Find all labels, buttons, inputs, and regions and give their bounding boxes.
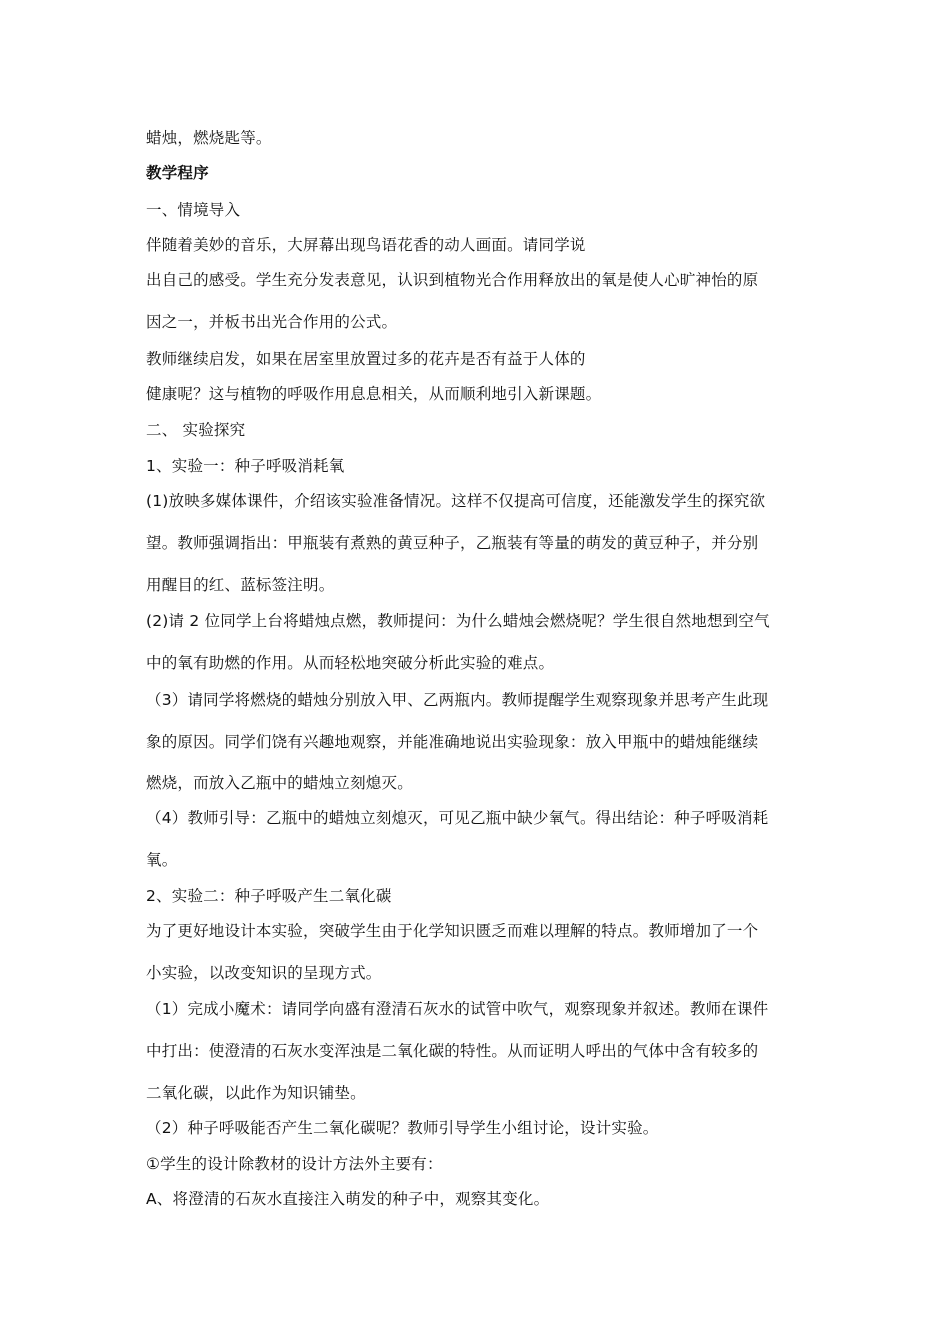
section-heading: 教学程序 <box>146 164 209 182</box>
subsection-heading: 一、情境导入 <box>146 201 241 219</box>
text-line: 小实验，以改变知识的呈现方式。 <box>146 964 382 982</box>
text-line: 蜡烛，燃烧匙等。 <box>146 129 272 147</box>
text-line: 中打出：使澄清的石灰水变浑浊是二氧化碳的特性。从而证明人呼出的气体中含有较多的 <box>146 1042 759 1060</box>
text-line: 二氧化碳，以此作为知识铺垫。 <box>146 1084 366 1102</box>
text-line: 望。教师强调指出：甲瓶装有煮熟的黄豆种子，乙瓶装有等量的萌发的黄豆种子，并分别 <box>146 534 759 552</box>
text-line: （4）教师引导：乙瓶中的蜡烛立刻熄灭，可见乙瓶中缺少氧气。得出结论：种子呼吸消耗 <box>146 809 769 827</box>
text-line: 氧。 <box>146 851 178 869</box>
experiment-heading: 1、实验一：种子呼吸消耗氧 <box>146 457 345 475</box>
text-line: （2）种子呼吸能否产生二氧化碳呢？教师引导学生小组讨论，设计实验。 <box>146 1119 659 1137</box>
text-line: 出自己的感受。学生充分发表意见，认识到植物光合作用释放出的氧是使人心旷神怡的原 <box>146 271 759 289</box>
text-line: (2)请 2 位同学上台将蜡烛点燃，教师提问：为什么蜡烛会燃烧呢？学生很自然地想到空气 <box>146 612 770 630</box>
text-line: 健康呢？这与植物的呼吸作用息息相关，从而顺利地引入新课题。 <box>146 385 602 403</box>
text-line: 象的原因。同学们饶有兴趣地观察，并能准确地说出实验现象：放入甲瓶中的蜡烛能继续 <box>146 733 759 751</box>
text-line: 中的氧有助燃的作用。从而轻松地突破分析此实验的难点。 <box>146 654 555 672</box>
text-line: 伴随着美妙的音乐，大屏幕出现鸟语花香的动人画面。请同学说 <box>146 236 586 254</box>
text-line: （3）请同学将燃烧的蜡烛分别放入甲、乙两瓶内。教师提醒学生观察现象并思考产生此现 <box>146 691 769 709</box>
text-line: （1）完成小魔术：请同学向盛有澄清石灰水的试管中吹气，观察现象并叙述。教师在课件 <box>146 1000 769 1018</box>
text-line: 教师继续启发，如果在居室里放置过多的花卉是否有益于人体的 <box>146 350 586 368</box>
subsection-heading: 二、 实验探究 <box>146 421 246 439</box>
text-line: 燃烧，而放入乙瓶中的蜡烛立刻熄灭。 <box>146 774 413 792</box>
text-line: (1)放映多媒体课件，介绍该实验准备情况。这样不仅提高可信度，还能激发学生的探究欲 <box>146 492 766 510</box>
text-line: ①学生的设计除教材的设计方法外主要有： <box>146 1155 443 1173</box>
text-line: 为了更好地设计本实验，突破学生由于化学知识匮乏而难以理解的特点。教师增加了一个 <box>146 922 759 940</box>
text-line: 用醒目的红、蓝标签注明。 <box>146 576 335 594</box>
experiment-heading: 2、实验二：种子呼吸产生二氧化碳 <box>146 887 392 905</box>
text-line: 因之一，并板书出光合作用的公式。 <box>146 313 398 331</box>
text-line: A、将澄清的石灰水直接注入萌发的种子中，观察其变化。 <box>146 1190 550 1208</box>
